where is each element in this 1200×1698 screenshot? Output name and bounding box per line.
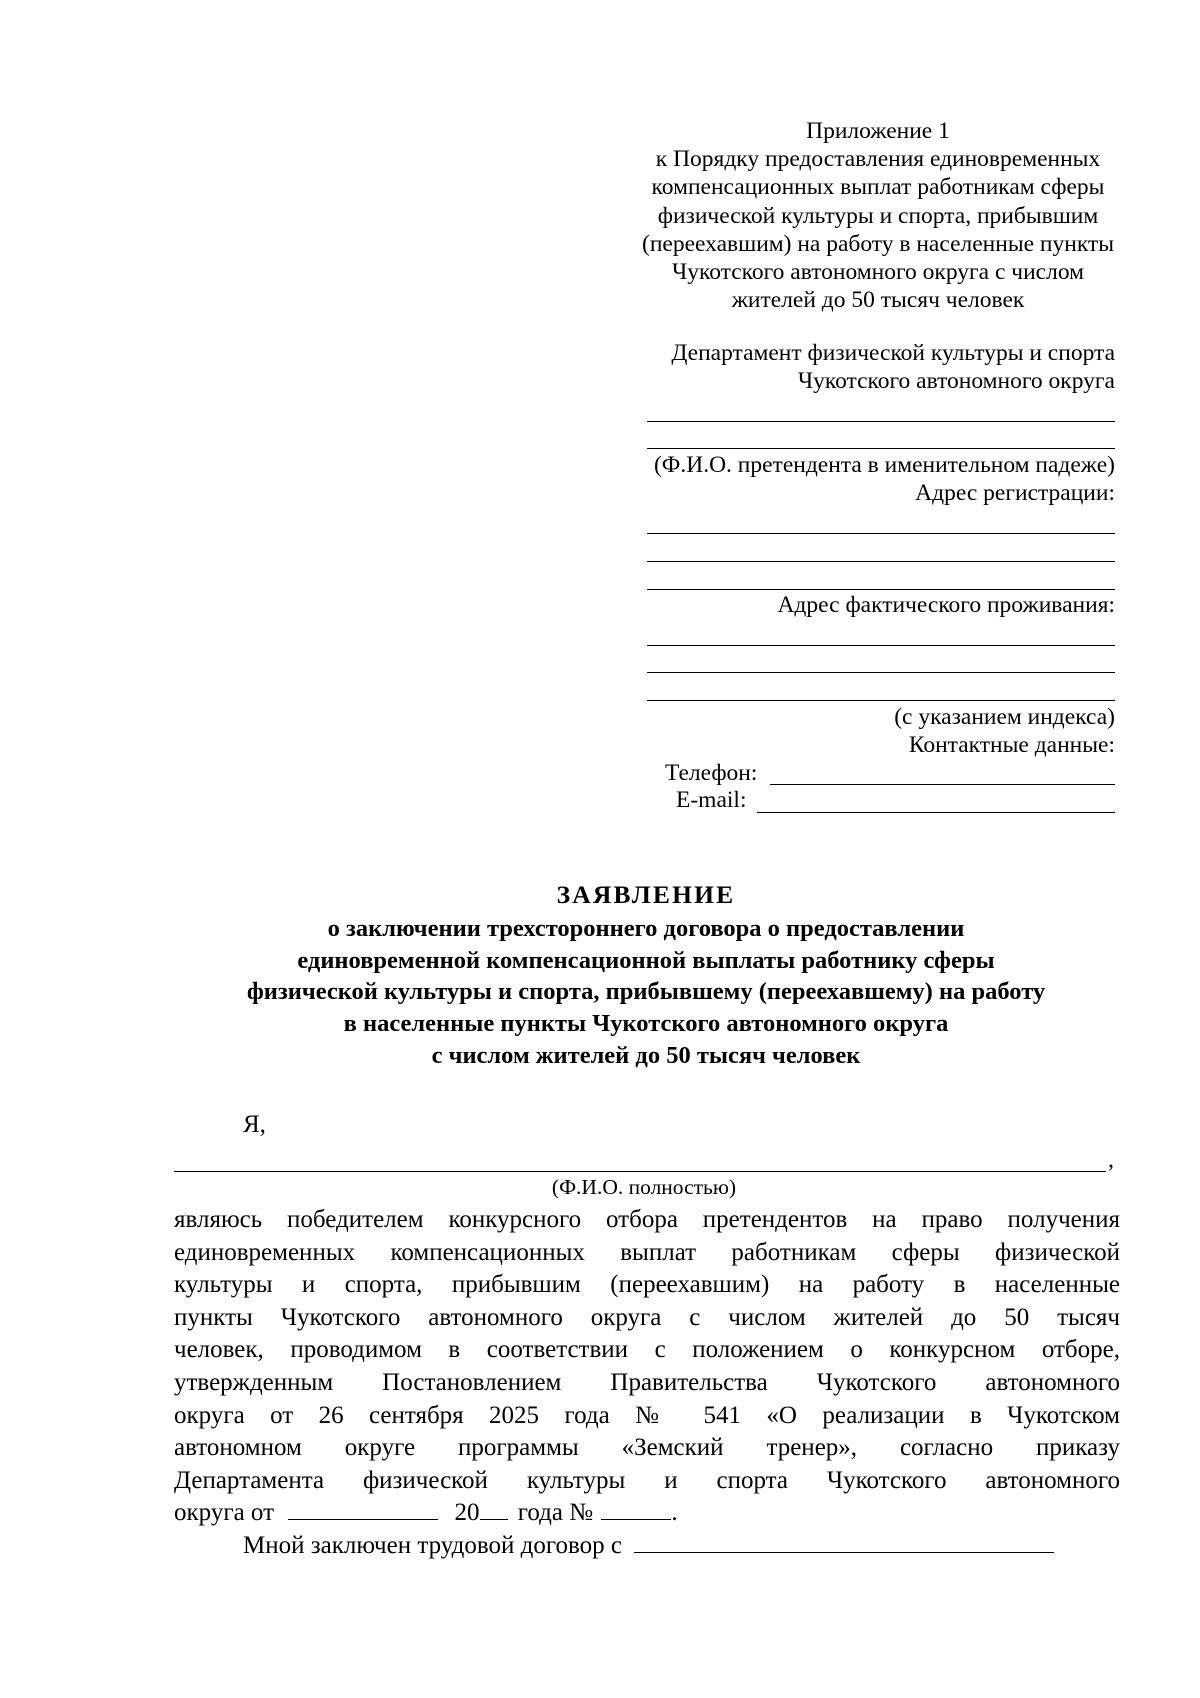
appendix-line: Приложение 1 <box>806 118 950 144</box>
document-subtitle <box>170 913 1122 1072</box>
appendix-line: (переехавшим) на работу в населенные пункты <box>642 230 1114 257</box>
order-year-prefix: 20 <box>454 1499 480 1526</box>
registration-address-field-1[interactable] <box>647 533 1115 534</box>
contacts-label: Контактные данные: <box>908 732 1115 758</box>
employer-field[interactable] <box>634 1552 1054 1553</box>
actual-address-label: Адрес фактического проживания: <box>777 592 1115 618</box>
ya-label: Я, <box>243 1111 266 1138</box>
statement-paragraph <box>174 1204 1120 1497</box>
phone-field[interactable] <box>770 784 1115 785</box>
contract-line <box>243 1530 1054 1563</box>
subtitle-line: о заключении трехстороннего договора о предоставлении <box>327 915 965 942</box>
paragraph-line: единовременных компенсационных выплат работникам сферы физической <box>174 1238 1120 1266</box>
order-year-suffix: года № <box>517 1499 594 1526</box>
registration-address-label: Адрес регистрации: <box>915 480 1115 506</box>
appendix-line: компенсационных выплат работникам сферы <box>651 174 1105 201</box>
appendix-line: Чукотского автономного округа с числом <box>671 259 1085 286</box>
appendix-line: жителей до 50 тысяч человек <box>731 287 1025 314</box>
order-end: . <box>671 1499 678 1526</box>
order-line <box>174 1497 678 1530</box>
paragraph-line: утвержденным Постановлением Правительства Чукотского автономного <box>174 1368 1120 1396</box>
subtitle-line: физической культуры и спорта, прибывшему (переехавшему) на работу <box>246 978 1046 1006</box>
paragraph-line: округа от 26 сентября 2025 года № 541 «О реализации в Чукотском <box>174 1401 1120 1429</box>
paragraph-line: являюсь победителем конкурсного отбора претендентов на право получения <box>174 1206 1120 1233</box>
order-date-field[interactable] <box>288 1519 438 1520</box>
appendix-line: к Порядку предоставления единовременных <box>655 146 1101 173</box>
subtitle-line: в населенные пункты Чукотского автономного округа <box>343 1010 949 1038</box>
appendix-header <box>634 117 1122 314</box>
paragraph-line: пункты Чукотского автономного округа с числом жителей до 50 тысяч <box>174 1303 1120 1331</box>
index-note: (с указанием индекса) <box>894 704 1115 730</box>
email-label: E-mail: <box>676 787 747 813</box>
contract-text: Мной заключен трудовой договор с <box>243 1532 622 1559</box>
paragraph-line: автономном округе программы «Земский тренер», согласно приказу <box>174 1434 1120 1462</box>
order-number-field[interactable] <box>601 1519 671 1520</box>
subtitle-line: с числом жителей до 50 тысяч человек <box>431 1041 861 1069</box>
paragraph-line: человек, проводимом в соответствии с положением о конкурсном отборе, <box>174 1336 1120 1364</box>
subtitle-line: единовременной компенсационной выплаты работнику сферы <box>297 946 995 974</box>
appendix-line: физической культуры и спорта, прибывшим <box>657 202 1099 229</box>
full-name-caption: (Ф.И.О. полностью) <box>551 1175 737 1199</box>
addressee-line-2: Чукотского автономного округа <box>797 368 1115 394</box>
full-name-comma: , <box>1108 1147 1114 1173</box>
paragraph-line: культуры и спорта, прибывшим (переехавшим) на работу в населенные <box>174 1271 1120 1299</box>
order-prefix: округа от <box>174 1499 275 1526</box>
phone-label: Телефон: <box>665 760 758 786</box>
applicant-name-field-2[interactable] <box>647 448 1115 449</box>
document-title: ЗАЯВЛЕНИЕ <box>556 880 736 909</box>
applicant-fio-caption: (Ф.И.О. претендента в именительном падеже) <box>653 452 1115 478</box>
actual-address-field-3[interactable] <box>647 700 1115 701</box>
registration-address-field-2[interactable] <box>647 561 1115 562</box>
actual-address-field-2[interactable] <box>647 672 1115 673</box>
addressee-line-1: Департамент физической культуры и спорта <box>671 340 1115 366</box>
applicant-name-field-1[interactable] <box>647 421 1115 422</box>
order-year-field[interactable] <box>480 1519 508 1520</box>
email-field[interactable] <box>757 812 1115 813</box>
actual-address-field-1[interactable] <box>647 645 1115 646</box>
full-name-field[interactable] <box>174 1171 1106 1172</box>
paragraph-line: Департамента физической культуры и спорта Чукотского автономного <box>174 1466 1120 1494</box>
registration-address-field-3[interactable] <box>647 589 1115 590</box>
